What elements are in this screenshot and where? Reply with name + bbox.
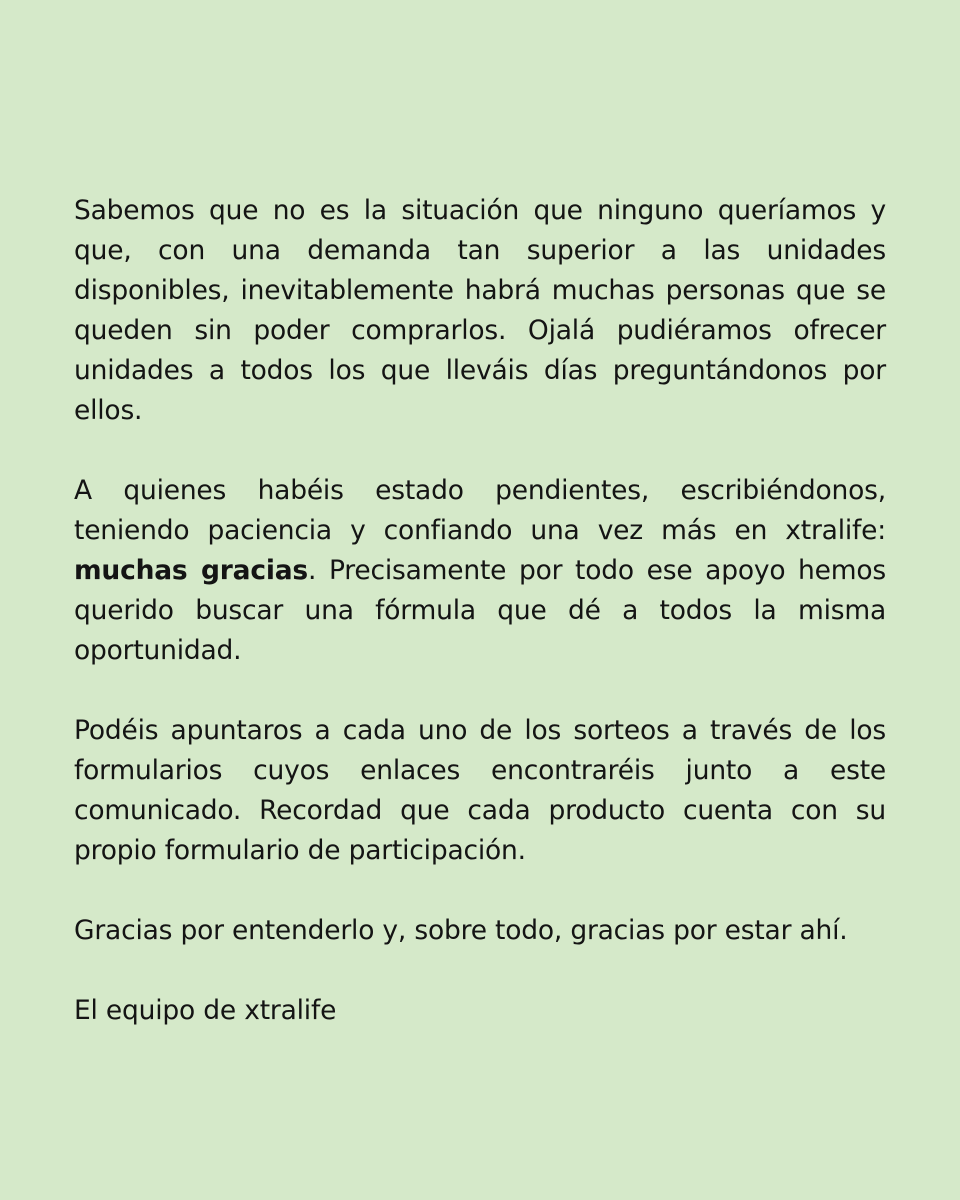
paragraph-thanks-rest: . Precisamente por todo ese apoyo hemos querido buscar una fórmula que dé a todos la misma oportunidad. [74, 555, 886, 666]
paragraph-situation: Sabemos que no es la situación que ninguno queríamos y que, con una demanda tan superior a las unidades disponibles, inevitablemente habrá muchas personas que se queden sin poder comprarlos. Ojalá pudiéramos ofrecer unidades a todos los que lleváis días preguntándonos por ellos. [74, 195, 886, 426]
statement-body [74, 191, 886, 1031]
thanks-emphasis: muchas gracias [74, 555, 309, 586]
paragraph-closing: Gracias por entenderlo y, sobre todo, gracias por estar ahí. [74, 915, 848, 946]
paragraph-thanks-intro: A quienes habéis estado pendientes, escribiéndonos, teniendo paciencia y confiando una vez más en xtralife: [74, 475, 886, 546]
signature: El equipo de xtralife [74, 995, 337, 1026]
paragraph-raffle-forms: Podéis apuntaros a cada uno de los sorteos a través de los formularios cuyos enlaces encontraréis junto a este comunicado. Recordad que cada producto cuenta con su propio formulario de participación. [74, 715, 886, 866]
paragraph-thanks [74, 471, 886, 671]
